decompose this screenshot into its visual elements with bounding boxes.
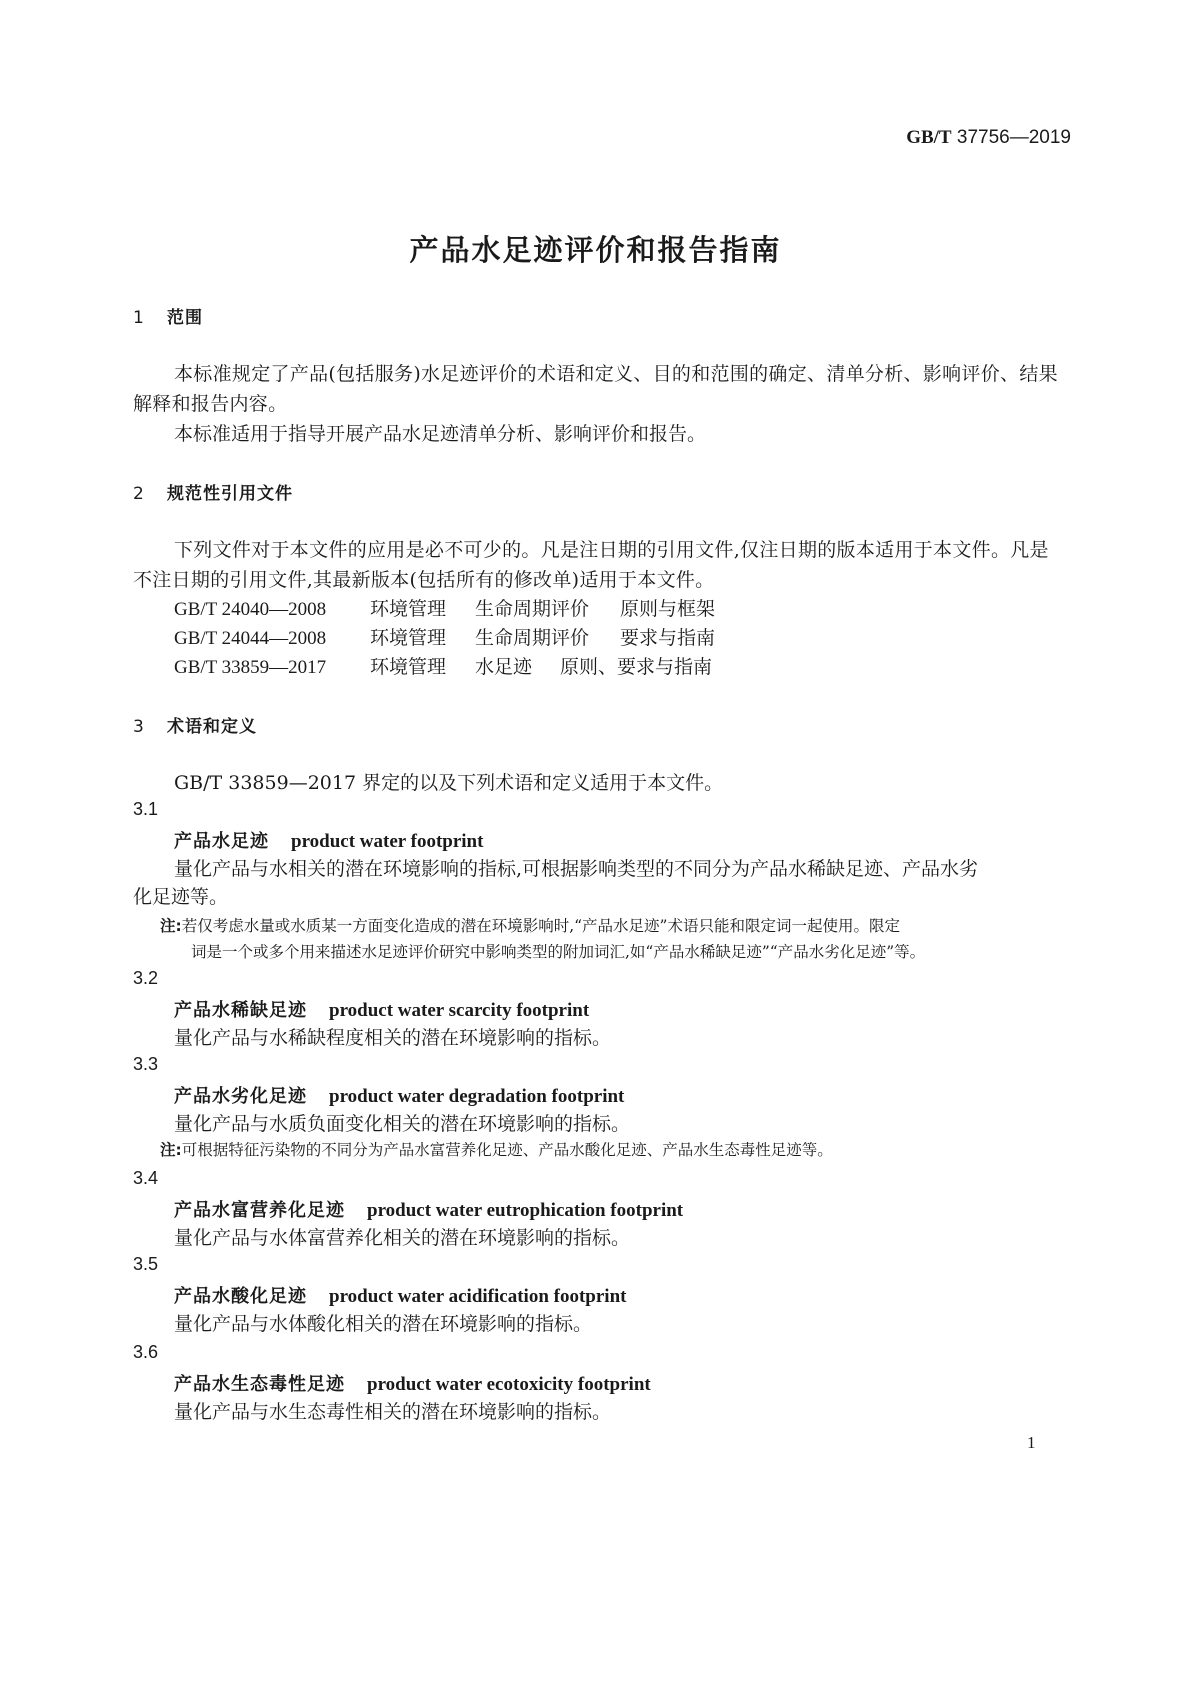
term-definition: 量化产品与水体富营养化相关的潜在环境影响的指标。: [174, 1227, 631, 1249]
term-number: 3.6: [133, 1342, 159, 1362]
reference-part: 生命周期评价: [475, 598, 590, 620]
term-definition: 量化产品与水体酸化相关的潜在环境影响的指标。: [174, 1313, 593, 1335]
section-2-heading: [133, 479, 293, 504]
note-label: 注:: [160, 1141, 182, 1159]
note-label: 注:: [160, 917, 182, 935]
term-heading: [174, 1282, 626, 1308]
term-heading: [174, 996, 589, 1022]
term-zh: 产品水生态毒性足迹: [174, 1374, 345, 1395]
term-number: 3.4: [133, 1168, 159, 1188]
reference-part: 原则与框架: [620, 598, 716, 620]
term-definition: 量化产品与水质负面变化相关的潜在环境影响的指标。: [174, 1113, 631, 1135]
reference-item: [174, 652, 712, 679]
standard-prefix: GB/T: [906, 127, 952, 148]
reference-part: 水足迹: [475, 656, 533, 678]
term-zh: 产品水富营养化足迹: [174, 1200, 345, 1221]
term-heading: [174, 827, 483, 853]
term-note-cont: 词是一个或多个用来描述水足迹评价研究中影响类型的附加词汇,如“产品水稀缺足迹”“产品水劣化足迹”等。: [191, 943, 926, 961]
reference-item: [174, 623, 715, 650]
term-en: product water eutrophication footprint: [367, 1200, 684, 1221]
section-title: 术语和定义: [167, 717, 257, 737]
term-number: 3.2: [133, 968, 159, 988]
term-heading: [174, 1082, 624, 1108]
term-definition: 量化产品与水稀缺程度相关的潜在环境影响的指标。: [174, 1027, 612, 1049]
term-en: product water acidification footprint: [329, 1286, 627, 1307]
reference-part: 环境管理: [370, 627, 447, 649]
section-title: 规范性引用文件: [167, 484, 293, 504]
section-2-paragraph-1: 下列文件对于本文件的应用是必不可少的。凡是注日期的引用文件,仅注日期的版本适用于本文件。凡是不注日期的引用文件,其最新版本(包括所有的修改单)适用于本文件。: [133, 539, 1049, 591]
reference-part: 原则、要求与指南: [560, 656, 713, 678]
term-definition: 量化产品与水生态毒性相关的潜在环境影响的指标。: [174, 1401, 612, 1423]
section-title: 范围: [167, 308, 203, 328]
term-zh: 产品水劣化足迹: [174, 1086, 307, 1107]
reference-part: 生命周期评价: [475, 627, 590, 649]
reference-item: [174, 594, 715, 621]
term-en: product water footprint: [291, 831, 484, 852]
term-zh: 产品水稀缺足迹: [174, 1000, 307, 1021]
note-text: 可根据特征污染物的不同分为产品水富营养化足迹、产品水酸化足迹、产品水生态毒性足迹等。: [181, 1141, 833, 1159]
section-1-paragraph-1: 本标准规定了产品(包括服务)水足迹评价的术语和定义、目的和范围的确定、清单分析、影响评价、结果解释和报告内容。: [133, 363, 1058, 415]
document-title: 产品水足迹评价和报告指南: [409, 233, 782, 267]
term-en: product water scarcity footprint: [329, 1000, 590, 1021]
term-definition: 量化产品与水相关的潜在环境影响的指标,可根据影响类型的不同分为产品水稀缺足迹、产品水劣: [174, 858, 979, 880]
section-3-heading: [133, 712, 257, 737]
term-heading: [174, 1370, 651, 1396]
section-3-intro: GB/T 33859—2017 界定的以及下列术语和定义适用于本文件。: [174, 772, 724, 794]
standard-code: [906, 127, 1071, 149]
term-note: [160, 913, 900, 939]
term-note: [160, 1137, 833, 1163]
note-text: 若仅考虑水量或水质某一方面变化造成的潜在环境影响时,“产品水足迹”术语只能和限定词一起使用。限定: [181, 917, 900, 935]
term-zh: 产品水足迹: [174, 831, 269, 852]
term-en: product water degradation footprint: [329, 1086, 625, 1107]
term-number: 3.5: [133, 1254, 159, 1274]
reference-code: GB/T 24044—2008: [174, 628, 327, 649]
reference-part: 环境管理: [370, 598, 447, 620]
reference-part: 环境管理: [370, 656, 447, 678]
term-heading: [174, 1196, 683, 1222]
term-zh: 产品水酸化足迹: [174, 1286, 307, 1307]
section-number: 1: [133, 308, 145, 328]
term-en: product water ecotoxicity footprint: [367, 1374, 651, 1395]
section-1-paragraph-2: 本标准适用于指导开展产品水足迹清单分析、影响评价和报告。: [174, 423, 707, 445]
section-number: 3: [133, 717, 145, 737]
term-number: 3.3: [133, 1054, 159, 1074]
reference-code: GB/T 33859—2017: [174, 657, 327, 678]
reference-code: GB/T 24040—2008: [174, 599, 327, 620]
section-number: 2: [133, 484, 145, 504]
page-number: 1: [1027, 1433, 1036, 1452]
reference-part: 要求与指南: [620, 627, 716, 649]
term-definition-cont: 化足迹等。: [133, 886, 229, 908]
section-1-heading: [133, 303, 203, 328]
standard-number: 37756—2019: [956, 127, 1071, 148]
term-number: 3.1: [133, 799, 159, 819]
